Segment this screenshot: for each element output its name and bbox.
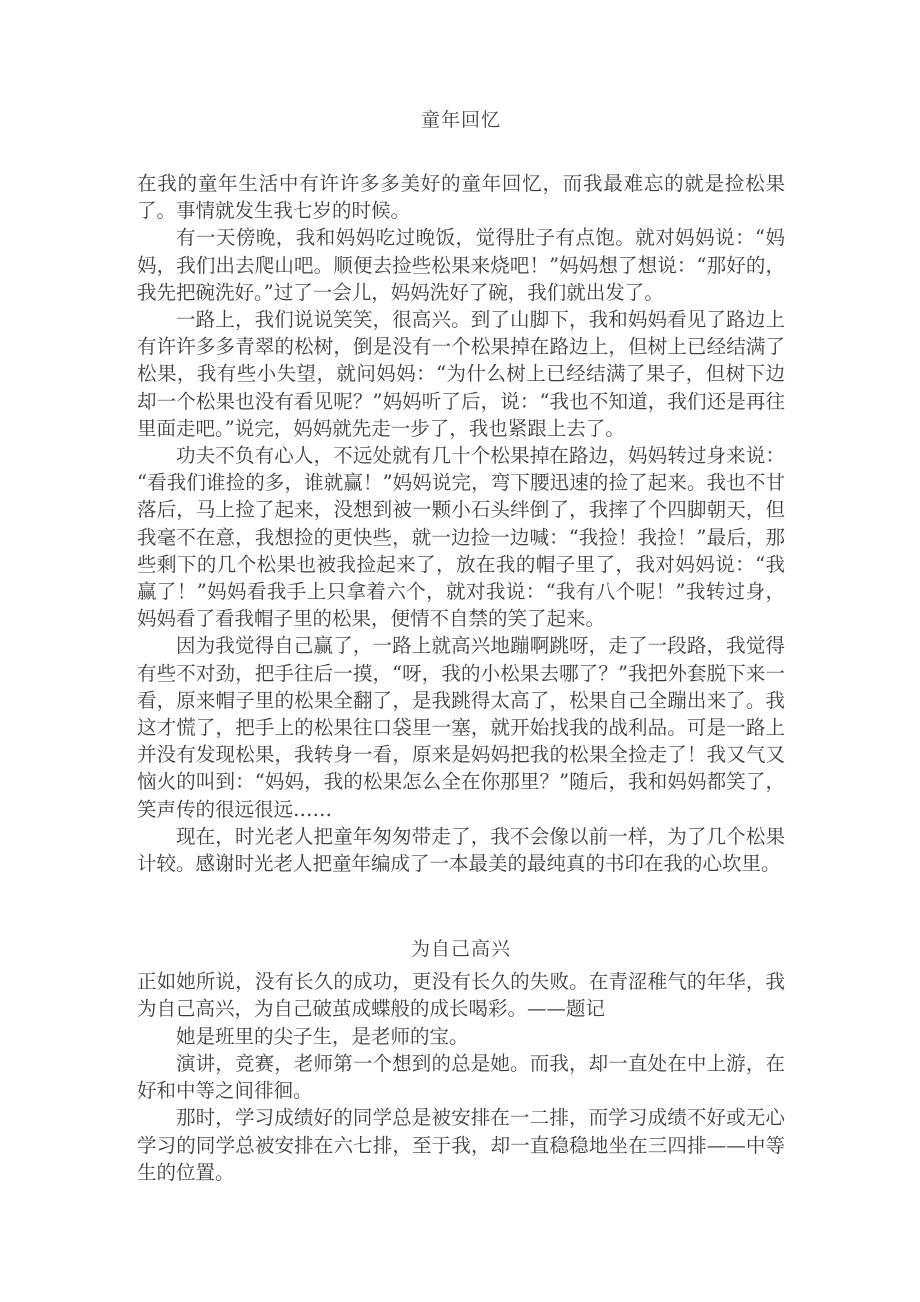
paragraph: 因为我觉得自己赢了，一路上就高兴地蹦啊跳呀，走了一段路，我觉得有些不对劲，把手往后一摸，“呀，我的小松果去哪了？”我把外套脱下来一看，原来帽子里的松果全翻了，是我跳得太高了，松果自己全蹦出来了。我这才慌了，把手上的松果往口袋里一塞，就开始找我的战利品。可是一路上并没有发现松果，我转身一看，原来是妈妈把我的松果全捡走了！我又气又恼火的叫到：“妈妈，我的松果怎么全在你那里？”随后，我和妈妈都笑了，笑声传的很远很远…… (137, 634, 785, 821)
section-spacer (137, 877, 785, 935)
page-title-happy-for-myself: 为自己高兴 (410, 938, 511, 961)
title-spacer (137, 134, 785, 170)
paragraph: 那时，学习成绩好的同学总是被安排在一二排，而学习成绩不好或无心学习的同学总被安排在六七排，至于我，却一直稳稳地坐在三四排——中等生的位置。 (137, 1106, 785, 1184)
paragraph: 正如她所说，没有长久的成功，更没有长久的失败。在青涩稚气的年华，我为自己高兴，为自己破茧成蝶般的成长喝彩。——题记 (137, 970, 785, 1021)
document-body (137, 106, 785, 1186)
paragraph: 演讲，竞赛，老师第一个想到的总是她。而我，却一直处在中上游，在好和中等之间徘徊。 (137, 1051, 785, 1103)
paragraph: 有一天傍晚，我和妈妈吃过晚饭，觉得肚子有点饱。就对妈妈说：“妈妈，我们出去爬山吧。顺便去捡些松果来烧吧！”妈妈想了想说：“那好的，我先把碗洗好。”过了一会儿，妈妈洗好了碗，我们就出发了。 (137, 226, 785, 304)
paragraph: 现在，时光老人把童年匆匆带走了，我不会像以前一样，为了几个松果计较。感谢时光老人把童年编成了一本最美的最纯真的书印在我的心坎里。 (137, 824, 785, 876)
page-title-childhood-memory: 童年回忆 (420, 109, 501, 131)
paragraph: 她是班里的尖子生，是老师的宝。 (176, 1024, 469, 1048)
paragraph: 在我的童年生活中有许许多多美好的童年回忆，而我最难忘的就是捡松果了。事情就发生我七岁的时候。 (137, 172, 785, 223)
paragraph: 功夫不负有心人，不远处就有几十个松果掉在路边，妈妈转过身来说：“看我们谁捡的多，谁就赢！”妈妈说完，弯下腰迅速的捡了起来。我也不甘落后，马上捡了起来，没想到被一颗小石头绊倒了，我摔了个四脚朝天，但我毫不在意，我想捡的更快些，就一边捡一边喊：“我捡！我捡！”最后，那些剩下的几个松果也被我捡起来了，放在我的帽子里了，我对妈妈说：“我赢了！”妈妈看我手上只拿着六个，就对我说：“我有八个呢！”我转过身，妈妈看了看我帽子里的松果，便情不自禁的笑了起来。 (137, 444, 785, 631)
paragraph: 一路上，我们说说笑笑，很高兴。到了山脚下，我和妈妈看见了路边上有许许多多青翠的松树，倒是没有一个松果掉在路边上，但树上已经结满了松果，我有些小失望，就问妈妈：“为什么树上已经结满了果子，但树下边却一个松果也没有看见呢？”妈妈听了后，说：“我也不知道，我们还是再往里面走吧。”说完，妈妈就先走一步了，我也紧跟上去了。 (137, 308, 785, 440)
